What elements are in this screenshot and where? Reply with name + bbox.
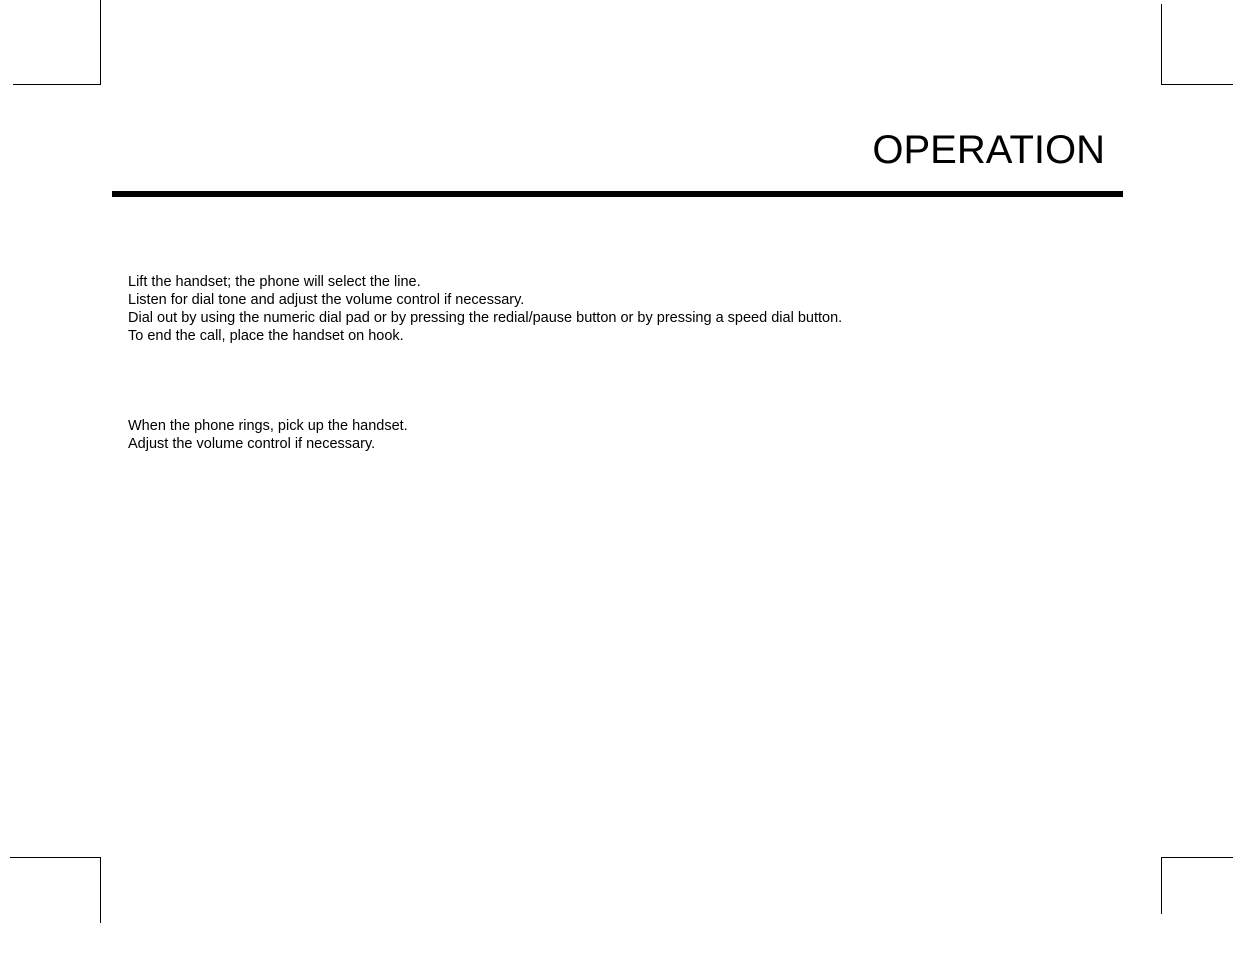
page-title: OPERATION <box>872 128 1105 172</box>
step-line: Lift the handset; the phone will select the line. <box>128 274 421 290</box>
making-a-call-steps <box>128 273 842 345</box>
step-line: To end the call, place the handset on hook. <box>128 328 404 344</box>
step-line: Dial out by using the numeric dial pad or by pressing the redial/pause button or by pressing a speed dial button. <box>128 310 843 326</box>
title-rule <box>112 191 1123 197</box>
crop-mark-bottom-left-vertical <box>100 857 101 923</box>
crop-mark-bottom-right-horizontal <box>1161 857 1233 858</box>
step-line: When the phone rings, pick up the handset. <box>128 418 408 434</box>
step-line: Adjust the volume control if necessary. <box>128 436 376 452</box>
crop-mark-top-right-horizontal <box>1161 84 1233 85</box>
crop-mark-top-left-horizontal <box>13 84 101 85</box>
crop-mark-bottom-left-horizontal <box>10 857 101 858</box>
crop-mark-top-left-vertical <box>100 0 101 85</box>
answering-a-call-steps <box>128 417 408 453</box>
step-line: Listen for dial tone and adjust the volume control if necessary. <box>128 292 525 308</box>
crop-mark-bottom-right-vertical <box>1161 857 1162 914</box>
crop-mark-top-right-vertical <box>1161 4 1162 85</box>
